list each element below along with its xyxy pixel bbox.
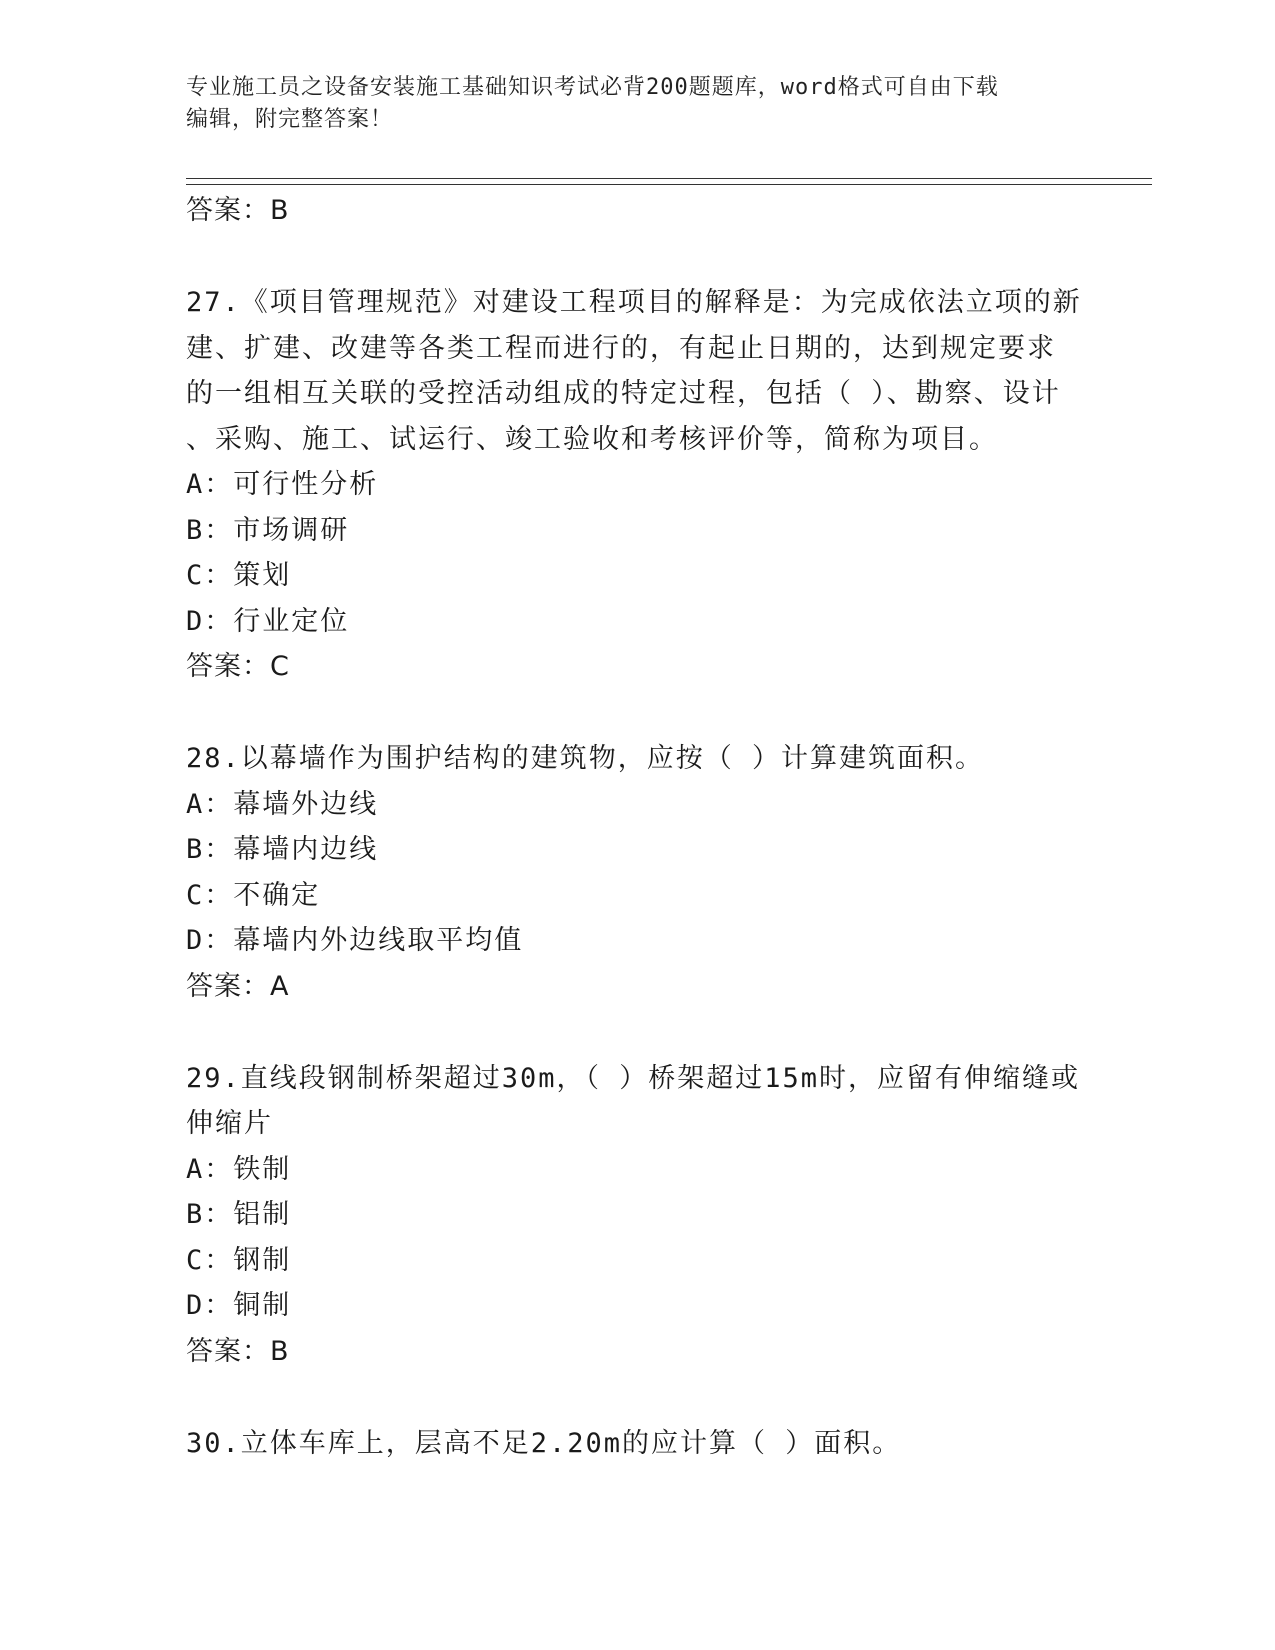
header-title-line-1: 专业施工员之设备安装施工基础知识考试必背200题题库，word格式可自由下载 [186, 75, 999, 100]
question-27-stem-line-3: 的一组相互关联的受控活动组成的特定过程，包括（ ）、勘察、设计 [186, 378, 1061, 409]
answer-29: 答案：B [186, 1335, 290, 1367]
spacer [186, 1010, 1086, 1056]
question-27-option-a: A：可行性分析 [186, 469, 379, 500]
question-29-option-a: A：铁制 [186, 1153, 292, 1185]
question-29-stem-line-2: 伸缩片 [186, 1108, 273, 1139]
question-28 [186, 736, 1086, 1010]
header-divider-bottom [186, 184, 1152, 185]
answer-27: 答案：C [186, 651, 290, 682]
question-29-option-b: B：铝制 [186, 1199, 292, 1230]
question-29-option-d: D：铜制 [186, 1290, 292, 1321]
question-list [186, 188, 1086, 1466]
question-28-stem-line-1: 28.以幕墙作为围护结构的建筑物，应按（ ）计算建筑面积。 [186, 743, 985, 774]
question-28-option-a: A：幕墙外边线 [186, 788, 379, 820]
question-27-option-d: D：行业定位 [186, 605, 350, 637]
page-header [186, 72, 1086, 136]
question-27-stem-line-4: 、采购、施工、试运行、竣工验收和考核评价等，简称为项目。 [186, 423, 998, 455]
question-29 [186, 1056, 1086, 1375]
answer-28: 答案：A [186, 970, 290, 1002]
question-30 [186, 1421, 1086, 1467]
question-27-option-b: B：市场调研 [186, 514, 350, 546]
question-27 [186, 280, 1086, 690]
question-30-stem-line-1: 30.立体车库上，层高不足2.20m的应计算（ ）面积。 [186, 1427, 902, 1459]
question-29-option-c: C：钢制 [186, 1244, 292, 1276]
header-divider-top [186, 178, 1152, 179]
spacer [186, 234, 1086, 280]
question-27-stem-line-1: 27.《项目管理规范》对建设工程项目的解释是：为完成依法立项的新 [186, 287, 1082, 318]
spacer [186, 1375, 1086, 1421]
answer-26: 答案：B [186, 195, 290, 226]
question-28-option-b: B：幕墙内边线 [186, 834, 379, 865]
question-27-stem-line-2: 建、扩建、改建等各类工程而进行的，有起止日期的，达到规定要求 [186, 332, 1056, 364]
question-28-option-d: D：幕墙内外边线取平均值 [186, 925, 524, 956]
question-28-option-c: C：不确定 [186, 879, 321, 911]
question-29-stem-line-1: 29.直线段钢制桥架超过30m，（ ）桥架超过15m时，应留有伸缩缝或 [186, 1062, 1081, 1094]
question-27-option-c: C：策划 [186, 560, 292, 591]
header-title-line-2: 编辑，附完整答案！ [186, 107, 394, 132]
spacer [186, 690, 1086, 736]
